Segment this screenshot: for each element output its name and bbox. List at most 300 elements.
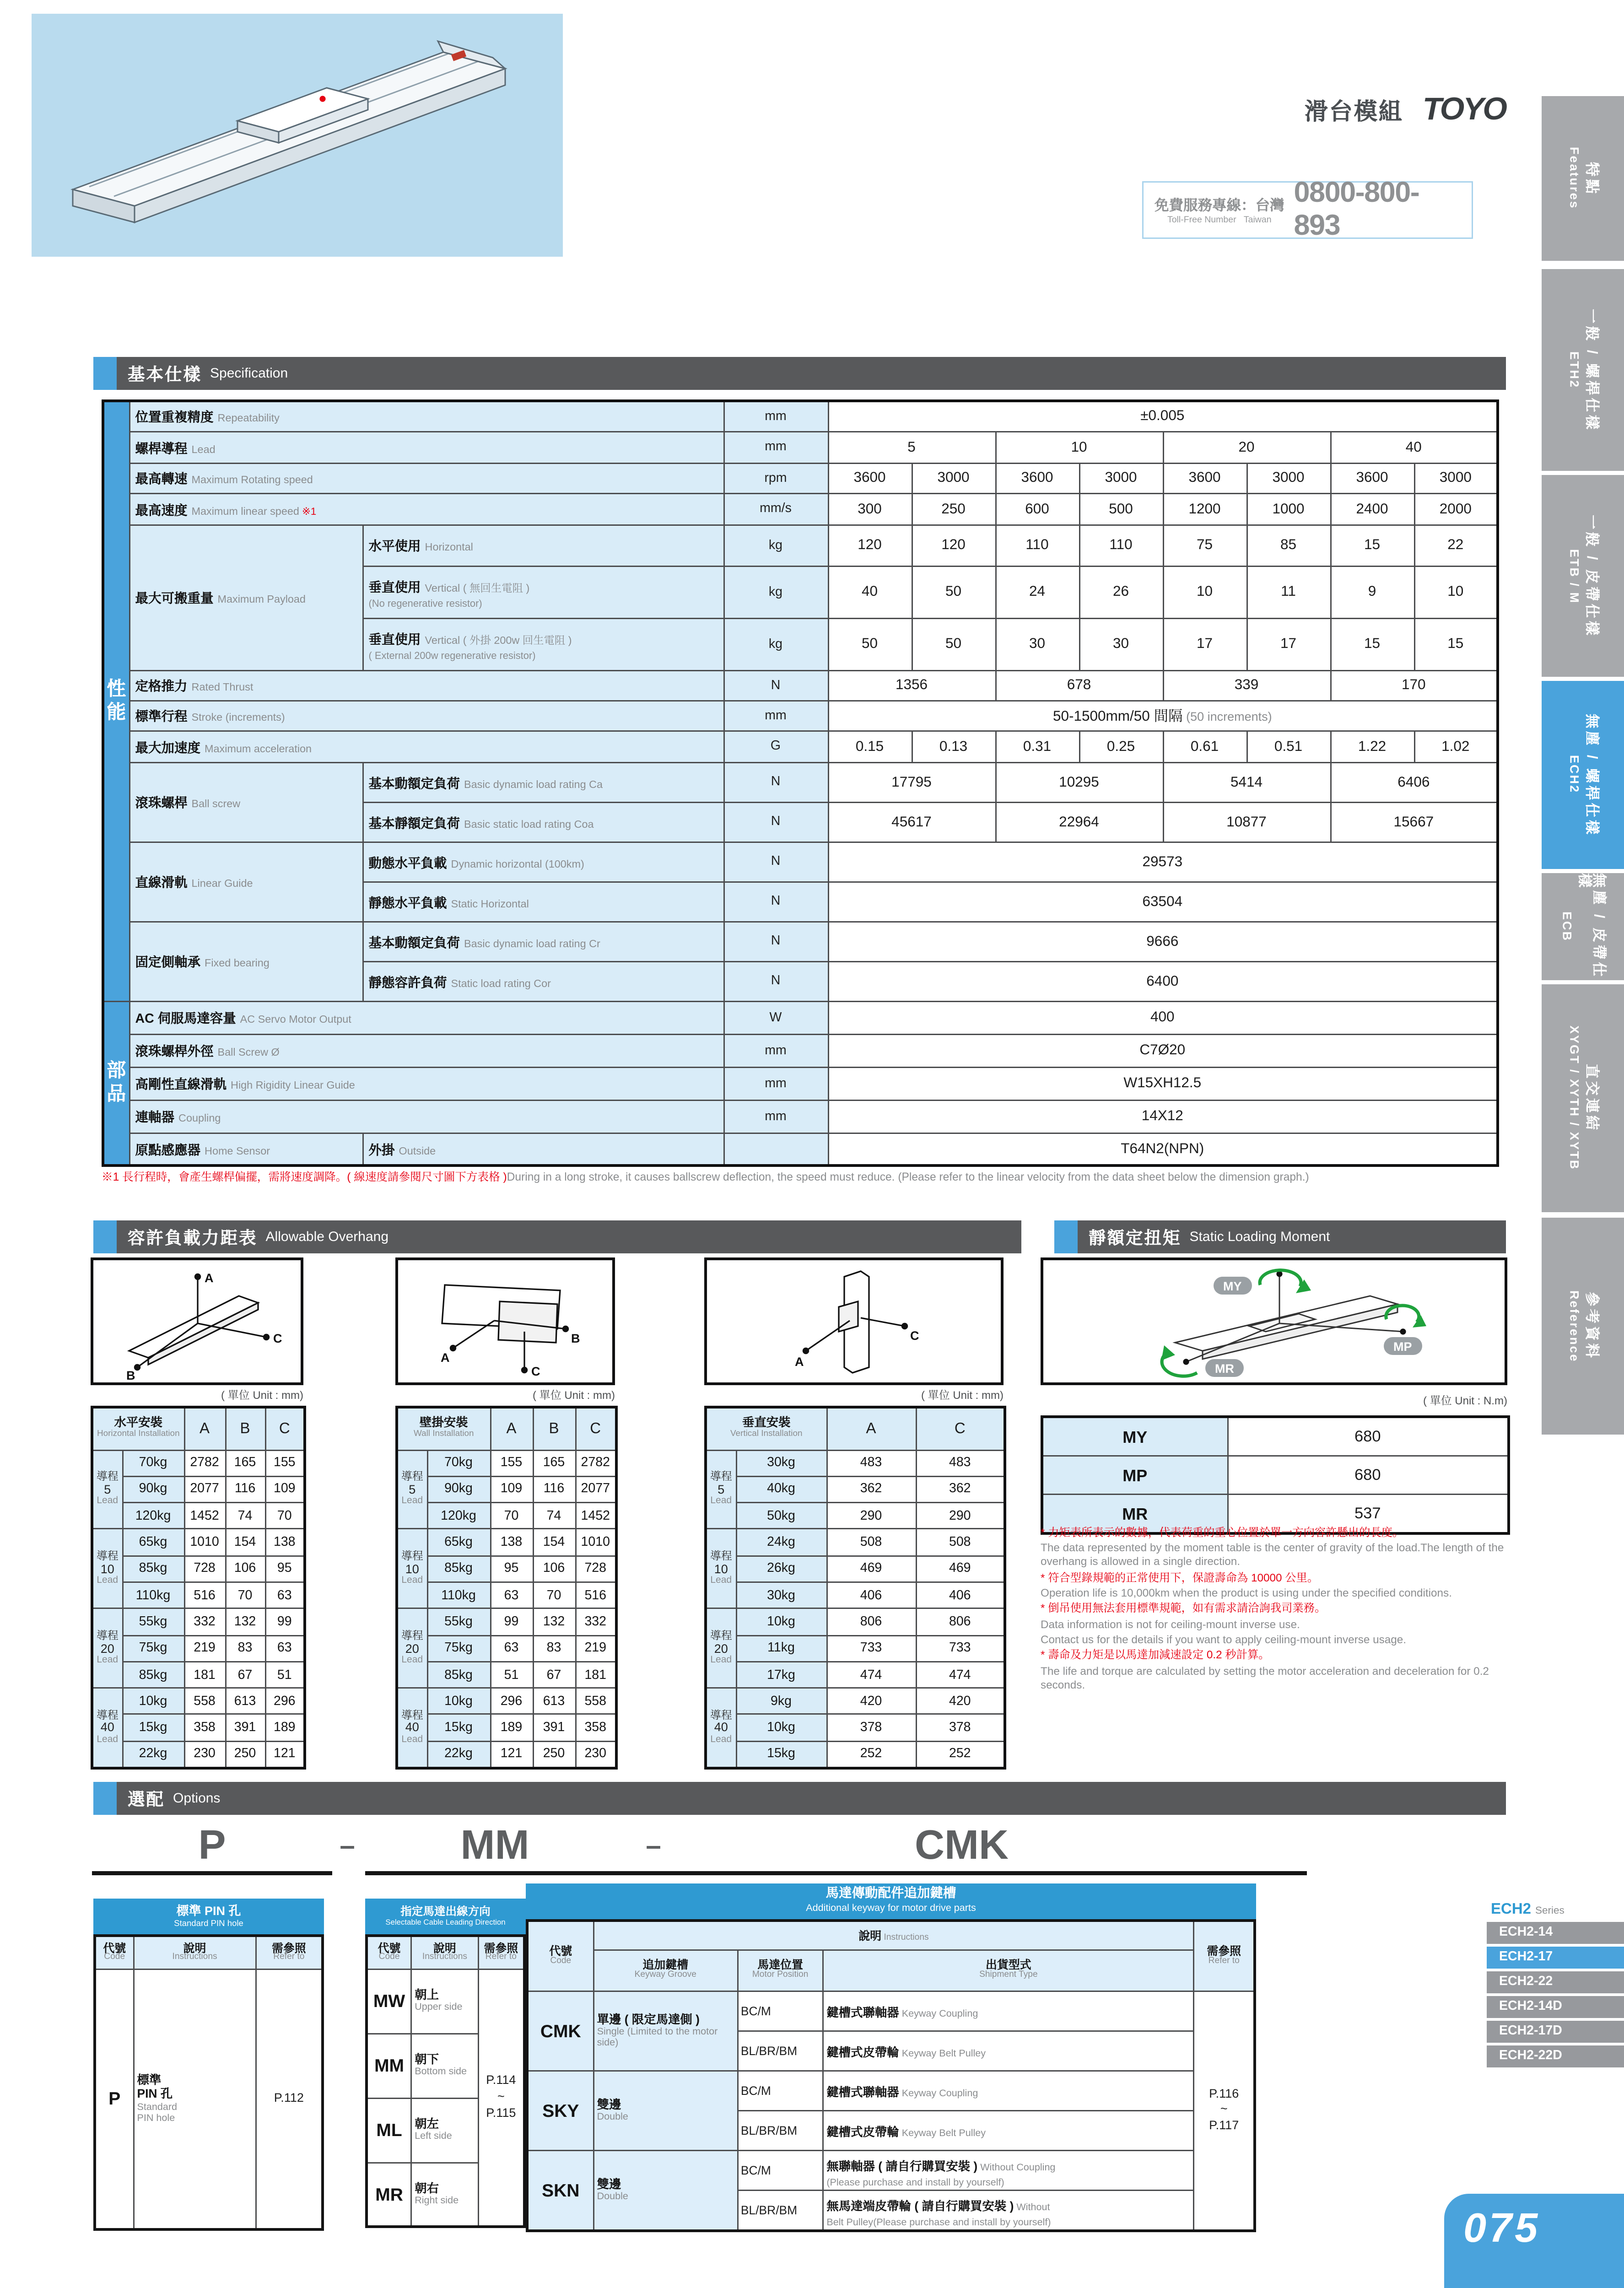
payload-cell: 110kg bbox=[427, 1582, 490, 1608]
keyway-row bbox=[527, 2150, 1255, 2190]
text: Wall Installation bbox=[413, 1429, 474, 1439]
spec-value bbox=[1246, 618, 1330, 670]
lead-group-cell bbox=[397, 1608, 427, 1688]
blue-accent-square bbox=[93, 1220, 117, 1253]
spec-label bbox=[129, 730, 723, 762]
overhang-title-en: Allowable Overhang bbox=[265, 1229, 389, 1245]
text: Maximum Rotating speed bbox=[191, 474, 313, 486]
sidebar-tab-code: Reference bbox=[1567, 1290, 1581, 1362]
sidebar-tab-reference[interactable] bbox=[1542, 1218, 1624, 1435]
payload-cell: 10kg bbox=[427, 1688, 490, 1715]
svg-text:C: C bbox=[531, 1365, 540, 1378]
spec-value bbox=[1163, 802, 1330, 842]
text: 5 bbox=[409, 1482, 416, 1496]
sidebar-tab-eth2[interactable] bbox=[1542, 269, 1624, 471]
text: Without Coupling bbox=[977, 2160, 1056, 2173]
text: P.116 bbox=[1209, 2086, 1239, 2100]
text: Dynamic horizontal (100km) bbox=[451, 857, 584, 870]
keyway-side bbox=[593, 1991, 737, 2070]
cable-code-mw: MW bbox=[367, 1969, 411, 2033]
spec-row bbox=[103, 524, 1498, 566]
text: PIN hole bbox=[137, 2111, 175, 2124]
spec-value bbox=[828, 524, 912, 566]
spec-sub-label bbox=[362, 566, 723, 618]
text: Keyway Groove bbox=[634, 1970, 696, 1980]
sidebar-tab-label: 直交連結 bbox=[1583, 1064, 1600, 1133]
overhang-value: 358 bbox=[575, 1715, 616, 1741]
spec-unit: W bbox=[723, 1001, 828, 1034]
spec-row bbox=[103, 431, 1498, 463]
overhang-value: 613 bbox=[533, 1688, 575, 1715]
lead-group-cell bbox=[706, 1688, 736, 1768]
text: ~ bbox=[497, 2089, 505, 2103]
text: 40 bbox=[714, 1720, 728, 1734]
value: 10 bbox=[1196, 583, 1213, 600]
overhang-col-c: C bbox=[575, 1407, 616, 1450]
spec-row bbox=[103, 700, 1498, 730]
spec-footnote-cjk: ※1 長行程時，會產生螺桿偏擺，需將速度調降。( 線速度請參閱尺寸圖下方表格 ) bbox=[102, 1171, 507, 1183]
overhang-value: 1452 bbox=[184, 1503, 225, 1529]
lead-group-cell bbox=[397, 1529, 427, 1609]
overhang-value: 362 bbox=[826, 1476, 916, 1503]
value: 85 bbox=[1280, 537, 1297, 553]
motor-position: BC/M bbox=[737, 2070, 823, 2110]
lead-group-cell bbox=[706, 1529, 736, 1609]
overhang-value: 138 bbox=[265, 1529, 305, 1556]
spec-unit: mm bbox=[723, 431, 828, 463]
payload-cell: 55kg bbox=[122, 1608, 184, 1635]
spec-value bbox=[912, 463, 995, 493]
overhang-row bbox=[92, 1741, 305, 1768]
cable-code-mm: MM bbox=[367, 2033, 411, 2098]
text: 最大加速度 bbox=[135, 740, 201, 756]
value: 10295 bbox=[1059, 773, 1099, 790]
spec-value bbox=[1163, 670, 1330, 700]
text: 40 bbox=[405, 1720, 419, 1734]
options-title-en: Options bbox=[173, 1791, 221, 1806]
text: 最高轉速 bbox=[135, 472, 188, 487]
text: Basic static load rating Coa bbox=[464, 817, 594, 830]
text: Refer to bbox=[273, 1952, 305, 1962]
text: 導程 bbox=[96, 1550, 119, 1563]
overhang-value: 181 bbox=[184, 1662, 225, 1688]
motor-position: BL/BR/BM bbox=[737, 2110, 823, 2150]
value: 11 bbox=[1281, 583, 1296, 600]
text: Repeatability bbox=[217, 412, 280, 425]
spec-value bbox=[1414, 730, 1498, 762]
payload-cell: 70kg bbox=[122, 1450, 184, 1476]
shipment-type bbox=[823, 2190, 1194, 2231]
text: Lead bbox=[97, 1496, 119, 1506]
text: 垂直使用 bbox=[368, 632, 421, 648]
shipment-type bbox=[823, 2070, 1194, 2110]
text: 20 bbox=[714, 1641, 728, 1655]
overhang-header-row bbox=[706, 1407, 1005, 1450]
overhang-value: 516 bbox=[184, 1582, 225, 1608]
code-letter-p: P bbox=[198, 1823, 226, 1868]
overhang-value: 474 bbox=[826, 1662, 916, 1688]
header-row bbox=[95, 1936, 323, 1969]
lead-group-cell bbox=[92, 1450, 122, 1529]
text: 10 bbox=[714, 1561, 728, 1576]
value: 63504 bbox=[1142, 893, 1183, 910]
overhang-value: 154 bbox=[533, 1529, 575, 1556]
text: Stroke (increments) bbox=[191, 711, 285, 723]
sidebar-tab-code: ETH2 bbox=[1567, 351, 1581, 389]
text: 無聯軸器 ( 請自行購買安裝 ) bbox=[826, 2158, 978, 2173]
value: 26 bbox=[1112, 583, 1129, 600]
value: 3600 bbox=[853, 469, 886, 486]
text: High Rigidity Linear Guide bbox=[231, 1079, 355, 1091]
payload-cell: 90kg bbox=[427, 1476, 490, 1503]
value: 110 bbox=[1109, 537, 1133, 553]
blue-accent-square bbox=[1054, 1220, 1078, 1253]
text: 代號 bbox=[103, 1940, 126, 1954]
keyway-code-sky: SKY bbox=[527, 2070, 593, 2150]
spec-value bbox=[828, 618, 912, 670]
spec-value bbox=[1330, 463, 1414, 493]
text: (No regenerative resistor) bbox=[368, 597, 482, 610]
spec-value bbox=[1079, 493, 1163, 524]
sidebar-tab-ech2[interactable] bbox=[1542, 681, 1624, 869]
overhang-value: 132 bbox=[225, 1608, 265, 1635]
value: 500 bbox=[1109, 500, 1133, 517]
spec-unit: mm bbox=[723, 700, 828, 730]
spec-value bbox=[995, 618, 1079, 670]
text: Vertical ( 外掛 200w 回生電阻 ) bbox=[425, 634, 572, 647]
lead-group-cell bbox=[706, 1608, 736, 1688]
spec-label bbox=[129, 401, 723, 431]
overhang-value: 290 bbox=[916, 1503, 1005, 1529]
overhang-value: 121 bbox=[265, 1741, 305, 1768]
spec-value bbox=[828, 1034, 1498, 1067]
text: 代號 bbox=[549, 1944, 572, 1958]
spec-value bbox=[1330, 566, 1414, 618]
moment-note: Data information is not for ceiling-mount inverse use. bbox=[1041, 1618, 1300, 1630]
text: 導程 bbox=[401, 1709, 423, 1721]
value: 0.51 bbox=[1274, 738, 1303, 755]
overhang-row bbox=[397, 1608, 616, 1635]
motor-position: BL/BR/BM bbox=[737, 2190, 823, 2231]
cable-direction-table-title: 指定馬達出線方向 Selectable Cable Leading Direction bbox=[365, 1899, 526, 1934]
cable-desc bbox=[411, 2162, 479, 2227]
spec-value bbox=[1246, 493, 1330, 524]
value: 50-1500mm/50 間隔 bbox=[1052, 707, 1183, 724]
spec-section-header bbox=[93, 357, 1506, 390]
text: Refer to bbox=[485, 1952, 517, 1962]
spec-value bbox=[828, 463, 912, 493]
spec-value bbox=[828, 762, 995, 802]
svg-text:A: A bbox=[795, 1355, 804, 1369]
lead-group-cell bbox=[92, 1688, 122, 1768]
value: 5 bbox=[907, 438, 916, 455]
overhang-value: 2077 bbox=[575, 1476, 616, 1503]
overhang-row bbox=[706, 1556, 1005, 1582]
payload-cell: 30kg bbox=[736, 1450, 826, 1476]
overhang-value: 132 bbox=[533, 1608, 575, 1635]
value: 600 bbox=[1025, 500, 1049, 517]
spec-unit: mm bbox=[723, 1034, 828, 1067]
svg-text:B: B bbox=[126, 1369, 135, 1382]
static-moment-title-en: Static Loading Moment bbox=[1189, 1229, 1330, 1245]
spec-value bbox=[995, 762, 1163, 802]
spec-unit: N bbox=[723, 881, 828, 921]
value: 15 bbox=[1364, 537, 1381, 553]
value: 29573 bbox=[1142, 853, 1183, 870]
sidebar-tab-label: 無塵 / 皮帶仕樣 bbox=[1576, 873, 1607, 979]
value: 2400 bbox=[1356, 500, 1388, 517]
spec-sub-label bbox=[362, 524, 723, 566]
sidebar-tab-label: 特點 bbox=[1583, 161, 1600, 196]
text: Lead bbox=[401, 1734, 423, 1744]
spec-value bbox=[1330, 431, 1498, 463]
text: AC 伺服馬達容量 bbox=[135, 1012, 236, 1027]
overhang-value: 806 bbox=[916, 1608, 1005, 1635]
overhang-value: 95 bbox=[490, 1556, 533, 1582]
keyway-side bbox=[593, 2150, 737, 2231]
value: 17795 bbox=[891, 773, 932, 790]
overhang-row bbox=[92, 1688, 305, 1715]
value: 15667 bbox=[1393, 813, 1434, 830]
text: 鍵槽式皮帶輪 bbox=[826, 2124, 899, 2138]
text: Static load rating Cor bbox=[451, 977, 551, 989]
overhang-value: 51 bbox=[490, 1662, 533, 1688]
text: Without bbox=[1014, 2200, 1050, 2213]
overhang-row bbox=[397, 1529, 616, 1556]
value: 3000 bbox=[937, 469, 970, 486]
overhang-row bbox=[706, 1715, 1005, 1741]
spec-value bbox=[912, 730, 995, 762]
header-cell bbox=[593, 1949, 737, 1991]
spec-value bbox=[1330, 493, 1414, 524]
lead-group-cell bbox=[92, 1529, 122, 1609]
overhang-value: 420 bbox=[916, 1688, 1005, 1715]
payload-cell: 75kg bbox=[122, 1635, 184, 1662]
spec-sub-label bbox=[362, 961, 723, 1001]
header-cell bbox=[823, 1949, 1194, 1991]
text: Keyway Belt Pulley bbox=[899, 2046, 986, 2059]
overhang-col-c: C bbox=[916, 1407, 1005, 1450]
spec-value bbox=[828, 700, 1498, 730]
text: 需參照 bbox=[484, 1940, 518, 1954]
overhang-value: 558 bbox=[184, 1688, 225, 1715]
overhang-col-c: C bbox=[265, 1407, 305, 1450]
series-item-ech2-22[interactable]: ECH2-22 bbox=[1487, 1971, 1624, 1993]
text: Lead bbox=[401, 1576, 423, 1586]
payload-cell: 120kg bbox=[122, 1503, 184, 1529]
overhang-value: 106 bbox=[533, 1556, 575, 1582]
value: 50 bbox=[861, 636, 878, 652]
keyway-refer bbox=[1194, 1991, 1255, 2231]
overhang-row bbox=[706, 1476, 1005, 1503]
vertical-installation-diagram bbox=[704, 1257, 1004, 1385]
value: 24 bbox=[1029, 583, 1046, 600]
text: 朝左 bbox=[415, 2117, 439, 2131]
overhang-value: 250 bbox=[225, 1741, 265, 1768]
overhang-row bbox=[397, 1688, 616, 1715]
svg-text:C: C bbox=[910, 1329, 919, 1343]
value: 120 bbox=[858, 537, 882, 553]
text: 代號 bbox=[378, 1940, 401, 1954]
overhang-value: 558 bbox=[575, 1688, 616, 1715]
overhang-row bbox=[92, 1662, 305, 1688]
series-item-ech2-17d[interactable]: ECH2-17D bbox=[1487, 2021, 1624, 2042]
moment-note: * 壽命及力矩是以馬達加減速設定 0.2 秒計算。 bbox=[1041, 1649, 1270, 1662]
overhang-value: 99 bbox=[265, 1608, 305, 1635]
overhang-value: 154 bbox=[225, 1529, 265, 1556]
text: 導程 bbox=[401, 1471, 423, 1484]
cable-desc bbox=[411, 2033, 479, 2098]
overhang-row bbox=[92, 1503, 305, 1529]
overhang-value: 70 bbox=[490, 1503, 533, 1529]
parts-group-label: 部品 bbox=[103, 1001, 129, 1166]
spec-row bbox=[103, 1100, 1498, 1133]
spec-value bbox=[1163, 730, 1246, 762]
spec-unit: kg bbox=[723, 618, 828, 670]
overhang-col-b: B bbox=[225, 1407, 265, 1450]
overhang-value: 2782 bbox=[184, 1450, 225, 1476]
spec-title-en: Specification bbox=[210, 366, 288, 381]
spec-label bbox=[129, 1100, 723, 1133]
header-instructions bbox=[593, 1921, 1194, 1949]
text: Static Horizontal bbox=[451, 897, 529, 910]
overhang-value: 391 bbox=[533, 1715, 575, 1741]
spec-value bbox=[828, 881, 1498, 921]
unit-note-mm: ( 單位 Unit : mm) bbox=[533, 1389, 615, 1402]
value: 10 bbox=[1447, 583, 1464, 600]
value: 0.15 bbox=[855, 738, 884, 755]
overhang-value: 109 bbox=[490, 1476, 533, 1503]
payload-cell: 30kg bbox=[736, 1582, 826, 1608]
text: 連軸器 bbox=[135, 1111, 175, 1126]
text: ※1 bbox=[302, 504, 317, 517]
series-item-ech2-22d[interactable]: ECH2-22D bbox=[1487, 2045, 1624, 2067]
text: 馬達位置 bbox=[757, 1958, 803, 1972]
spec-value bbox=[1079, 524, 1163, 566]
sidebar-tab-ecb[interactable] bbox=[1542, 873, 1624, 980]
text: 垂直安裝 bbox=[742, 1416, 791, 1430]
text: Code bbox=[550, 1956, 572, 1966]
sidebar-tab-xygt-xyth-xytb[interactable] bbox=[1542, 984, 1624, 1212]
cable-refer bbox=[478, 1969, 524, 2227]
spec-unit: N bbox=[723, 961, 828, 1001]
overhang-value: 516 bbox=[575, 1582, 616, 1608]
spec-value bbox=[828, 730, 912, 762]
overhang-row bbox=[397, 1556, 616, 1582]
payload-cell: 75kg bbox=[427, 1635, 490, 1662]
header-cell bbox=[256, 1936, 323, 1969]
spec-row bbox=[103, 842, 1498, 881]
spec-value bbox=[828, 1001, 1498, 1034]
text: Lead bbox=[401, 1496, 423, 1506]
overhang-value: 469 bbox=[826, 1556, 916, 1582]
text: 最高速度 bbox=[135, 503, 188, 518]
text: Instructions bbox=[172, 1952, 217, 1962]
spec-row bbox=[103, 730, 1498, 762]
spec-unit: G bbox=[723, 730, 828, 762]
moment-label: MP bbox=[1042, 1456, 1227, 1495]
overhang-table-name bbox=[706, 1407, 826, 1450]
spec-unit: mm/s bbox=[723, 493, 828, 524]
series-item-ech2-14d[interactable]: ECH2-14D bbox=[1487, 1996, 1624, 2018]
sidebar-tab-features[interactable] bbox=[1542, 96, 1624, 261]
text: Outside bbox=[399, 1144, 436, 1157]
sidebar-tab-etb-m[interactable] bbox=[1542, 475, 1624, 677]
underline bbox=[365, 1871, 625, 1875]
value: 22 bbox=[1447, 537, 1464, 553]
moment-note: * 力矩表所表示的數據，代表荷重的重心位置於單一方向容許懸出的長度。 bbox=[1041, 1527, 1404, 1539]
header-cell bbox=[367, 1936, 411, 1969]
spec-value bbox=[1246, 566, 1330, 618]
spec-label bbox=[129, 1034, 723, 1067]
spec-value bbox=[1414, 463, 1498, 493]
spec-value bbox=[1330, 670, 1498, 700]
overhang-table-3 bbox=[704, 1406, 1006, 1769]
text: 單邊 ( 限定馬達側 ) bbox=[597, 2012, 700, 2026]
text: Bottom side bbox=[415, 2065, 467, 2078]
text: Left side bbox=[415, 2130, 452, 2142]
series-item-ech2-17[interactable]: ECH2-17 bbox=[1487, 1947, 1624, 1968]
text: Keyway Coupling bbox=[899, 2086, 978, 2099]
overhang-header-row bbox=[92, 1407, 305, 1450]
value: 5414 bbox=[1230, 773, 1263, 790]
overhang-value: 728 bbox=[184, 1556, 225, 1582]
overhang-row bbox=[92, 1556, 305, 1582]
spec-unit: N bbox=[723, 802, 828, 842]
payload-cell: 10kg bbox=[736, 1715, 826, 1741]
payload-cell: 85kg bbox=[122, 1662, 184, 1688]
overhang-value: 189 bbox=[265, 1715, 305, 1741]
payload-cell: 26kg bbox=[736, 1556, 826, 1582]
spec-value bbox=[828, 921, 1498, 961]
value: 170 bbox=[1402, 677, 1426, 693]
text: 滾珠螺桿外徑 bbox=[135, 1045, 214, 1060]
value: 3000 bbox=[1439, 469, 1472, 486]
text: P.115 bbox=[486, 2105, 516, 2119]
value: 300 bbox=[858, 500, 882, 517]
text: Ball screw bbox=[191, 798, 241, 810]
overhang-title-cjk: 容許負載力距表 bbox=[128, 1229, 258, 1248]
overhang-value: 155 bbox=[265, 1450, 305, 1476]
spec-value bbox=[828, 802, 995, 842]
sidebar-tab-code: ECB bbox=[1560, 911, 1574, 942]
spec-value bbox=[828, 493, 912, 524]
header-code bbox=[527, 1921, 593, 1991]
spec-value bbox=[828, 670, 995, 700]
value: 30 bbox=[1029, 636, 1046, 652]
overhang-value: 733 bbox=[826, 1635, 916, 1662]
text: 5 bbox=[718, 1482, 725, 1496]
code-letters-cmk: CMK bbox=[914, 1823, 1009, 1868]
cable-code-ml: ML bbox=[367, 2098, 411, 2162]
value: 14X12 bbox=[1141, 1108, 1183, 1124]
value: 3000 bbox=[1105, 469, 1137, 486]
payload-cell: 10kg bbox=[122, 1688, 184, 1715]
series-item-ech2-14[interactable]: ECH2-14 bbox=[1487, 1922, 1624, 1943]
keyway-row bbox=[527, 1991, 1255, 2030]
moment-note: The life and torque are calculated by setting the motor acceleration and deceleration for 0.2 seconds. bbox=[1041, 1665, 1489, 1691]
spec-value bbox=[1163, 618, 1246, 670]
overhang-table-2 bbox=[395, 1406, 618, 1769]
moment-note: * 符合型錄規範的正常使用下，保證壽命為 10000 公里。 bbox=[1041, 1571, 1319, 1584]
series-label-name: ECH2 bbox=[1491, 1901, 1532, 1918]
text: Lead bbox=[401, 1655, 423, 1665]
value: 339 bbox=[1234, 677, 1259, 693]
spec-value bbox=[828, 1133, 1498, 1166]
moment-note: Operation life is 10,000km when the product is using under the specified conditions. bbox=[1041, 1586, 1452, 1599]
text: 說明 bbox=[433, 1940, 456, 1954]
header-cell bbox=[95, 1936, 134, 1969]
